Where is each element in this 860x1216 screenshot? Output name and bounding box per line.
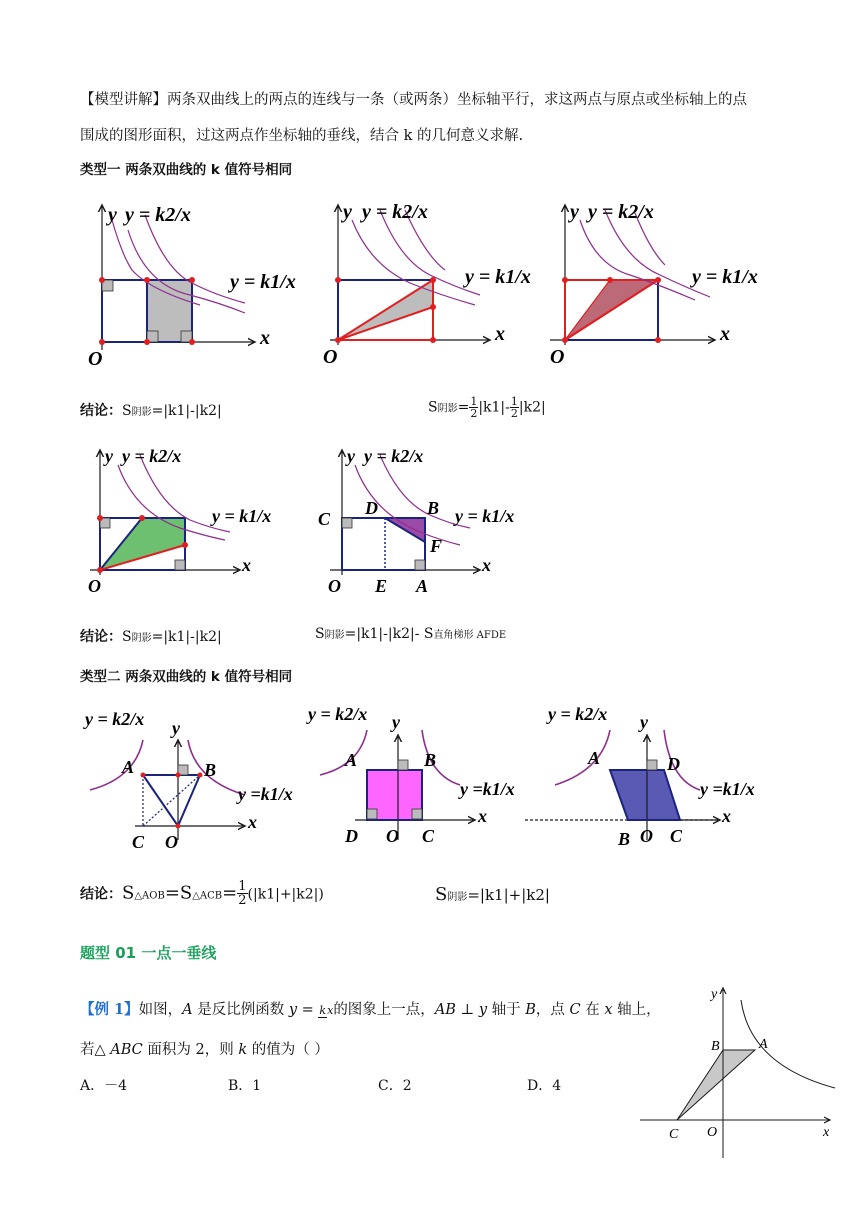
c2-sub: 阴影 [437, 403, 458, 415]
fig8-C: C [670, 826, 683, 846]
c3-sub: 阴影 [131, 633, 152, 644]
fig1-x: x [260, 327, 270, 349]
fig2-O: O [323, 346, 338, 368]
fig6 [83, 709, 293, 852]
fig5-A: A [416, 576, 429, 596]
fig1-y: y [108, 204, 117, 226]
conclusion-1 [80, 400, 222, 420]
fig4-y: y [105, 446, 113, 466]
fig2-y: y [343, 201, 352, 223]
fig1-k2: y = k2/x [125, 204, 191, 226]
fig8 [525, 704, 755, 849]
fig6-A: A [122, 757, 135, 777]
c6-sub: 阴影 [447, 892, 468, 903]
fig7 [306, 704, 515, 846]
c4-sub: 阴影 [324, 630, 345, 641]
fig6-x: x [248, 812, 257, 832]
c2-eq: = [457, 399, 470, 416]
fig1 [88, 204, 296, 370]
fig6-y: y [172, 718, 180, 738]
fig5-C: C [318, 509, 331, 529]
c2-mid: |k1|- [478, 399, 510, 416]
conclusion-5 [80, 880, 324, 907]
fig8-B: B [618, 829, 631, 849]
example-fraction: kx [319, 1003, 334, 1017]
fig5-y: y [347, 446, 355, 466]
example-fig-A: A [759, 1037, 768, 1052]
fig4-k1: y = k1/x [212, 506, 272, 526]
type1-heading: 类型一 两条双曲线的 k 值符号相同 [80, 162, 293, 178]
c5-right: (|k1|+|k2|) [247, 886, 324, 903]
fig3-k1: y = k1/x [692, 266, 758, 288]
fig6-O: O [165, 832, 178, 852]
fig3 [550, 201, 758, 368]
fig5-E: E [375, 576, 388, 596]
example-line1: 【例 1】如图，A 是反比例函数 y = kx的图象上一点，AB ⊥ y 轴于 B，点 C 在 x 轴上， [80, 1001, 661, 1018]
c5-s: S [122, 882, 135, 904]
c1-formula: =|k1|-|k2| [151, 403, 222, 419]
example-line2: 若△ ABC 面积为 2，则 k 的值为（ ） [80, 1042, 329, 1058]
fig3-O: O [550, 346, 565, 368]
fig7-B: B [424, 750, 437, 770]
intro-line1 [80, 90, 747, 110]
c5-half: $\frac{1}{2}$ [238, 879, 247, 908]
fig8-k1: y =k1/x [700, 779, 755, 799]
fig7-O: O [386, 826, 399, 846]
example-fig-O: O [707, 1125, 718, 1140]
fig8-A: A [588, 748, 601, 768]
c6-formula: =|k1|+|k2| [467, 886, 550, 904]
option-a[interactable]: A．－4 [80, 1078, 128, 1094]
fig5-F: F [430, 536, 443, 556]
conclusion-3 [80, 626, 222, 646]
example-fig-B: B [711, 1039, 720, 1054]
fig6-B: B [204, 760, 217, 780]
intro-line2: 围成的图形面积，过这两点作坐标轴的垂线，结合 k 的几何意义求解. [80, 128, 524, 144]
fig4 [88, 446, 271, 596]
topic-heading: 题型 01 一点一垂线 [80, 944, 217, 962]
c2-half-2: $\frac{1}{2}$ [510, 395, 518, 420]
fig7-k2: y = k2/x [308, 704, 368, 724]
fig1-k1: y = k1/x [230, 271, 296, 293]
c4-formula: =|k1|-|k2|- S [344, 626, 434, 642]
fig8-x: x [722, 806, 731, 826]
option-d[interactable]: D．4 [527, 1078, 562, 1094]
example-figure [635, 980, 845, 1165]
fig8-k2: y = k2/x [548, 704, 608, 724]
fig5-k2: y = k2/x [364, 446, 424, 466]
c2-right: |k2| [518, 399, 546, 416]
fig7-k1: y =k1/x [460, 779, 515, 799]
fig3-k2: y = k2/x [588, 201, 654, 223]
c5-sub1: △AOB [134, 890, 165, 902]
c1-sub: 阴影 [131, 407, 152, 418]
option-c[interactable]: C．2 [378, 1078, 412, 1094]
example-fig-x: x [823, 1125, 830, 1140]
fig2-k1: y = k1/x [465, 266, 531, 288]
intro-tag: 【模型讲解】 [80, 92, 167, 108]
conclusion-label-2: 结论： [80, 629, 122, 645]
fig6-k2: y = k2/x [85, 709, 145, 729]
fig2 [323, 201, 531, 368]
c3-formula: =|k1|-|k2| [151, 629, 222, 645]
fig3-x: x [720, 323, 730, 345]
fig4-x: x [242, 555, 251, 575]
type2-heading: 类型二 两条双曲线的 k 值符号相同 [80, 669, 293, 685]
figure-row-3 [80, 700, 800, 860]
fig6-k1: y =k1/x [238, 784, 293, 804]
fig4-O: O [88, 576, 101, 596]
conclusion-4 [315, 626, 506, 642]
c5-eq: = [222, 882, 238, 904]
c5-sub2: △ACB [192, 890, 223, 902]
c1-s: S [122, 403, 132, 419]
conclusion-label: 结论： [80, 403, 122, 419]
c4-s: S [315, 626, 325, 642]
fig5-B: B [427, 498, 440, 518]
fig5 [318, 446, 514, 596]
c4-sub2: 直角梯形 AFDE [433, 630, 507, 641]
fig7-x: x [478, 806, 487, 826]
fig5-x: x [482, 555, 491, 575]
c2-s: S [428, 399, 438, 416]
c6-s: S [435, 884, 448, 905]
example-fig-C: C [669, 1127, 679, 1142]
fig3-y: y [570, 201, 579, 223]
fig7-D: D [345, 826, 358, 846]
fig8-D: D [667, 754, 680, 774]
fig2-x: x [495, 323, 505, 345]
fig7-A: A [345, 750, 358, 770]
c2-half-1: $\frac{1}{2}$ [470, 395, 478, 420]
option-b[interactable]: B．1 [228, 1078, 262, 1094]
fig7-y: y [392, 712, 400, 732]
fig5-D: D [365, 498, 378, 518]
example-fig-y: y [711, 987, 718, 1002]
figure-row-1 [80, 195, 800, 375]
fig5-k1: y = k1/x [455, 506, 515, 526]
fig4-k2: y = k2/x [122, 446, 182, 466]
c3-s: S [122, 629, 132, 645]
conclusion-6 [435, 884, 550, 905]
fig8-y: y [640, 712, 648, 732]
fig8-O: O [640, 826, 653, 846]
fig2-k2: y = k2/x [362, 201, 428, 223]
fig1-O: O [88, 348, 103, 370]
fig6-C: C [132, 832, 145, 852]
example-tag: 【例 1】 [80, 1001, 139, 1018]
conclusion-2 [428, 396, 546, 419]
c5-mid: =S [164, 882, 193, 904]
conclusion-label-3: 结论： [80, 886, 122, 903]
intro-text-1: 两条双曲线上的两点的连线与一条（或两条）坐标轴平行，求这两点与原点或坐标轴上的点 [167, 92, 747, 108]
fig5-O: O [328, 576, 341, 596]
figure-row-2 [80, 440, 560, 600]
fig7-C: C [422, 826, 435, 846]
